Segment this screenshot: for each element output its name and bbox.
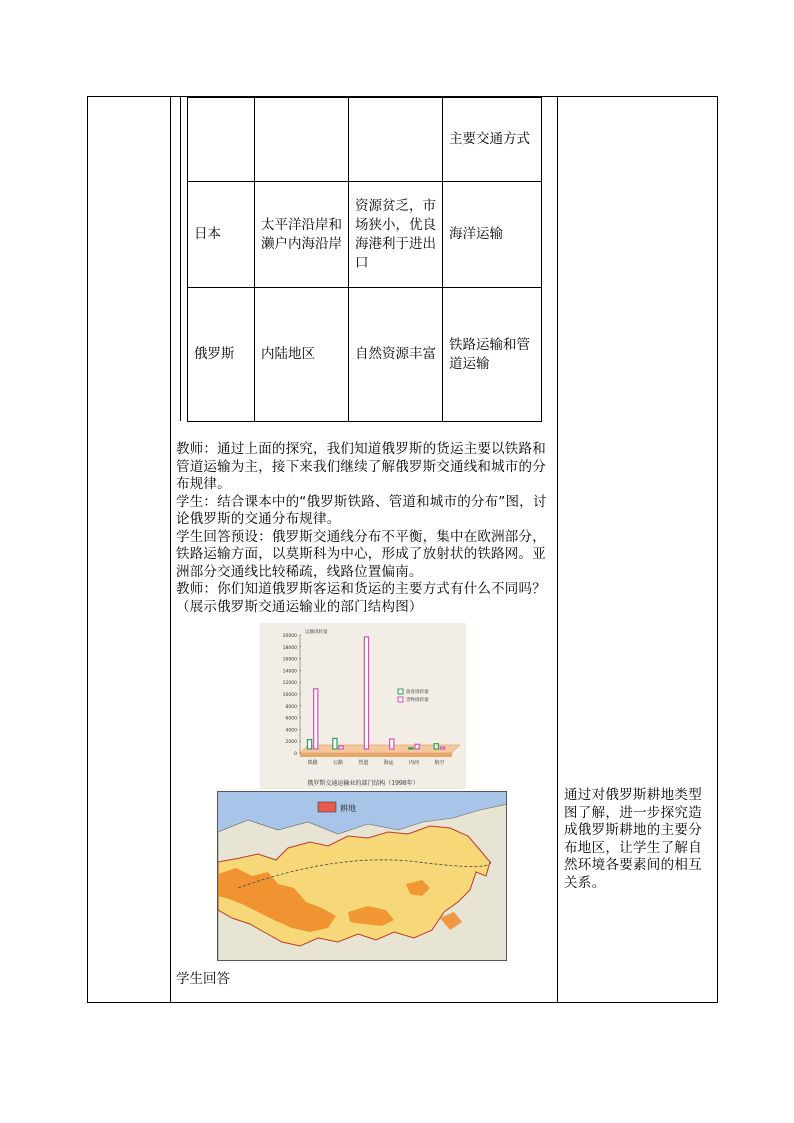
inner-divider	[180, 97, 181, 421]
table-cell-transport: 海洋运输	[443, 182, 542, 288]
y-tick-label: 4000	[285, 728, 297, 734]
column-divider	[170, 97, 171, 1002]
farmland-map	[217, 791, 507, 961]
bar-chart	[260, 623, 466, 789]
table-header-transport: 主要交通方式	[443, 98, 542, 182]
legend-swatch	[398, 689, 403, 694]
legend-swatch	[318, 802, 336, 812]
x-tick-label: 铁路	[307, 760, 318, 766]
y-tick-label: 2000	[285, 740, 297, 746]
x-tick-label: 航空	[434, 760, 445, 766]
y-axis-label: 运输周转量	[305, 630, 328, 635]
teaching-intent-note: 通过对俄罗斯耕地类型图了解，进一步探究造成俄罗斯耕地的主要分布地区，让学生了解自然环境各要素间的相互关系。	[564, 787, 702, 891]
bar-旅客周转量	[333, 738, 337, 749]
comparison-table	[187, 97, 542, 422]
table-cell-transport: 铁路运输和管道运输	[443, 288, 542, 422]
x-tick-label: 海运	[383, 760, 394, 766]
x-tick-label: 内河	[408, 760, 420, 766]
lesson-text	[176, 441, 548, 616]
bar-货物周转量	[415, 744, 419, 749]
bar-货物周转量	[314, 689, 318, 749]
y-tick-label: 14000	[282, 669, 297, 675]
table-cell-location: 内陆地区	[255, 288, 349, 422]
y-tick-label: 8000	[285, 704, 297, 710]
table-cell-country: 日本	[188, 182, 255, 288]
bar-旅客周转量	[434, 744, 438, 749]
table-cell	[188, 98, 255, 182]
legend-label: 货物周转量	[406, 698, 429, 703]
bar-旅客周转量	[307, 740, 311, 749]
table-row	[188, 98, 542, 182]
teacher-paragraph: 教师：通过上面的探究，我们知道俄罗斯的货运主要以铁路和管道运输为主，接下来我们继续了解俄罗斯交通线和城市的分布规律。	[176, 441, 546, 492]
chart-title: 俄罗斯交通运输业的部门结构（1998年）	[307, 780, 419, 787]
russia-farmland-map	[218, 792, 507, 961]
table-cell-location: 太平洋沿岸和濑户内海沿岸	[255, 182, 349, 288]
table-cell	[349, 98, 443, 182]
y-tick-label: 6000	[285, 716, 297, 722]
bar-货物周转量	[364, 637, 368, 749]
table-row	[188, 182, 542, 288]
y-tick-label: 18000	[282, 645, 297, 651]
y-tick-label: 10000	[282, 693, 297, 698]
table-cell-reason: 资源贫乏，市场狭小，优良海港利于进出口	[349, 182, 443, 288]
bar-货物周转量	[390, 739, 394, 749]
table-cell	[255, 98, 349, 182]
table-cell-country: 俄罗斯	[188, 288, 255, 422]
student-answer: 学生回答	[176, 971, 230, 987]
y-tick-label: 12000	[282, 681, 297, 687]
y-tick-label: 20000	[282, 634, 297, 639]
table-row	[188, 288, 542, 422]
legend-label: 旅客周转量	[406, 690, 429, 695]
y-tick-label: 16000	[282, 657, 297, 663]
table-cell-reason: 自然资源丰富	[349, 288, 443, 422]
bar-货物周转量	[339, 746, 343, 749]
legend-label: 耕地	[340, 804, 356, 813]
teacher-question-paragraph: 教师：你们知道俄罗斯客运和货运的主要方式有什么不同吗？（展示俄罗斯交通运输业的部门结构图）	[176, 581, 546, 615]
student-paragraph: 学生：结合课本中的“俄罗斯铁路、管道和城市的分布”图，讨论俄罗斯的交通分布规律。	[176, 493, 547, 527]
x-tick-label: 管道	[358, 760, 369, 766]
y-tick-label: 0	[294, 752, 297, 757]
x-tick-label: 公路	[332, 760, 344, 766]
bar-货物周转量	[440, 747, 444, 749]
chart-base-front	[300, 753, 452, 757]
preset-answer-paragraph: 学生回答预设：俄罗斯交通线分布不平衡，集中在欧洲部分，铁路运输方面，以莫斯科为中心，形成了放射状的铁路网。亚洲部分交通线比较稀疏，线路位置偏南。	[176, 528, 546, 580]
column-divider	[557, 97, 558, 1002]
transport-structure-chart	[260, 623, 466, 789]
legend-swatch	[398, 697, 403, 702]
bar-旅客周转量	[409, 748, 413, 749]
